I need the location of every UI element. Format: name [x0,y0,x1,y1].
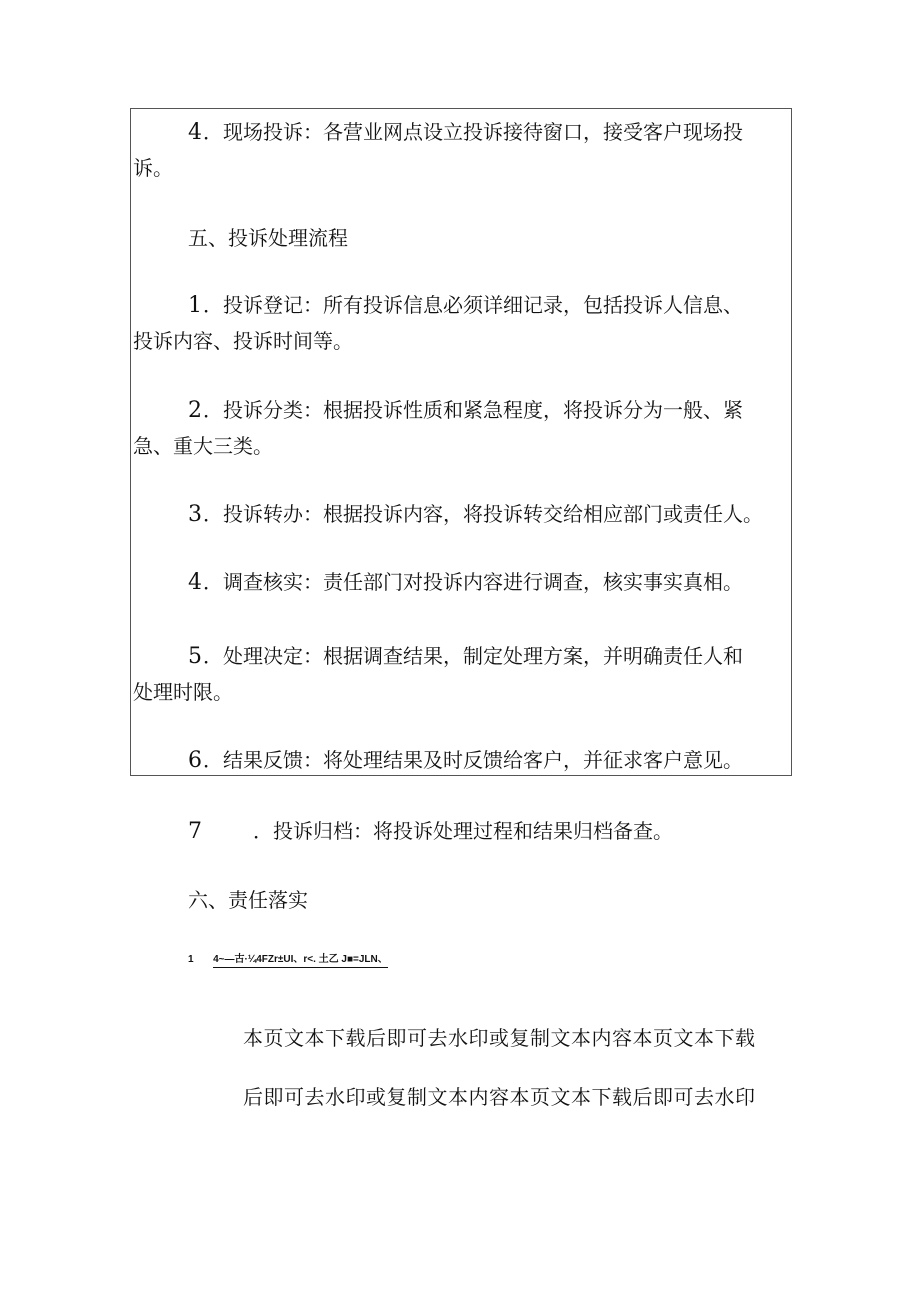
section-heading-five: 五、投诉处理流程 [188,226,348,250]
item-number: 1 [188,293,203,318]
item-number: 5 [188,644,203,669]
item-number: 6 [188,748,203,773]
item-text: ．调查核实：责任部门对投诉内容进行调查，核实事实真相。 [203,570,743,594]
item-text: ．投诉转办：根据投诉内容，将投诉转交给相应部门或责任人。 [203,502,763,526]
paragraph-item-1 [188,289,743,322]
watermark-line-2: 后即可去水印或复制文本内容本页文本下载后即可去水印 [243,1085,756,1109]
section-heading-six: 六、责任落实 [188,888,308,912]
item-number: 7 [188,819,203,844]
garbled-number: 1 [188,954,194,965]
paragraph-item-4b [188,566,743,599]
item-text: ．现场投诉：各营业网点设立投诉接待窗口，接受客户现场投 [203,120,743,144]
paragraph-item-6 [188,744,743,777]
item-number: 4 [188,570,203,595]
paragraph-item-7 [188,815,673,848]
watermark-line-1: 本页文本下载后即可去水印或复制文本内容本页文本下载 [243,1026,756,1050]
paragraph-item-2-cont [133,430,273,462]
item-number: 2 [188,398,203,423]
paragraph-item-4-cont [133,152,173,184]
item-number: 4 [188,120,203,145]
paragraph-item-4 [188,116,743,149]
item-number: 3 [188,502,203,527]
item-text: ．结果反馈：将处理结果及时反馈给客户，并征求客户意见。 [203,748,743,772]
paragraph-item-2 [188,394,743,427]
item-text-cont: 投诉内容、投诉时间等。 [133,329,353,353]
garbled-text: 4~—古·¼4FZr±UI、r<. 土乙 J■=JLN、 [213,953,388,968]
garbled-line [188,953,388,968]
item-text: ．投诉登记：所有投诉信息必须详细记录，包括投诉人信息、 [203,293,743,317]
item-text-cont: 急、重大三类。 [133,434,273,458]
item-text: ．投诉分类：根据投诉性质和紧急程度，将投诉分为一般、紧 [203,398,743,422]
paragraph-item-5-cont [133,676,233,708]
paragraph-item-1-cont [133,325,353,357]
item-text: ．投诉归档：将投诉处理过程和结果归档备查。 [253,819,673,843]
item-text-cont: 处理时限。 [133,680,233,704]
paragraph-item-3 [188,498,763,531]
item-text-cont: 诉。 [133,156,173,180]
item-text: ．处理决定：根据调查结果，制定处理方案，并明确责任人和 [203,644,743,668]
paragraph-item-5 [188,640,743,673]
